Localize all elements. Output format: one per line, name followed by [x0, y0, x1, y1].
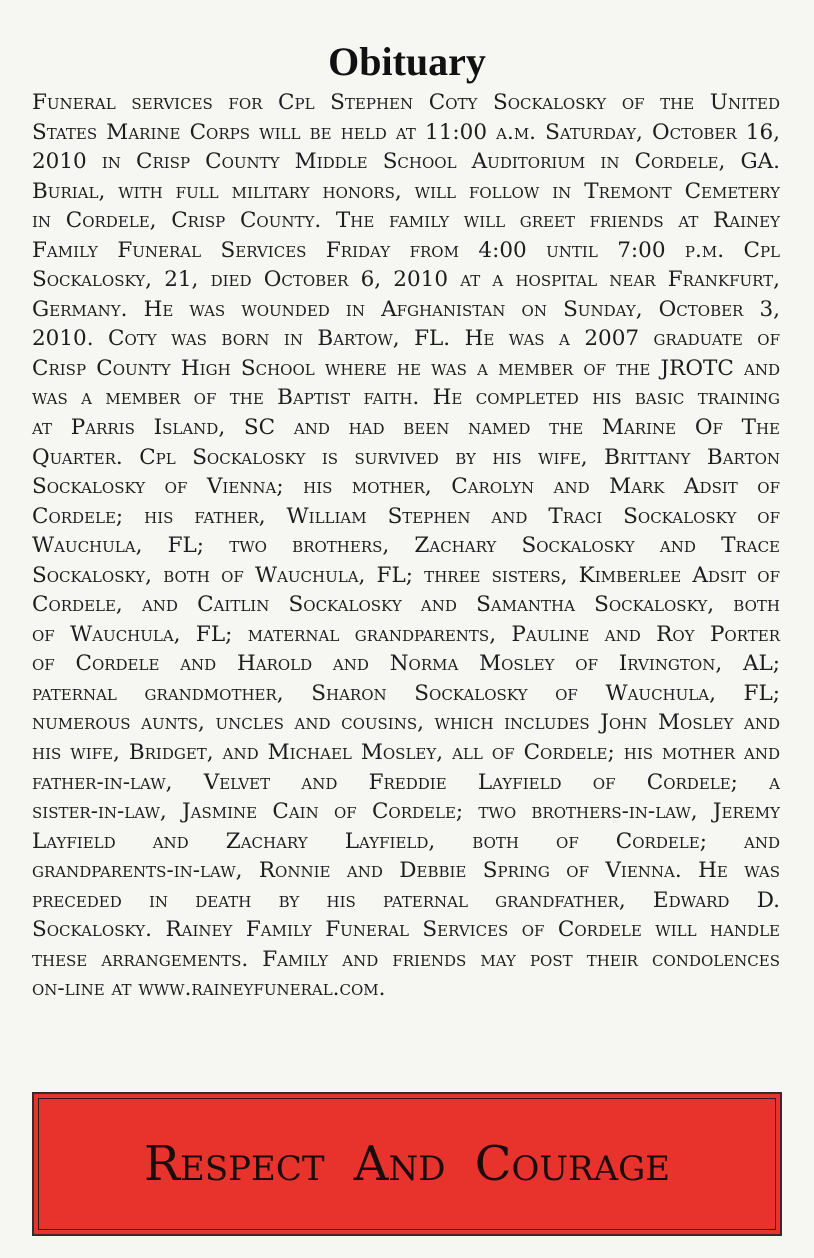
obituary-line: 2010 in Crisp County Middle School Auditorium in Cordele, GA. — [32, 149, 780, 175]
banner-text: Respect And Courage — [143, 1136, 671, 1192]
obituary-line: Wauchula, FL; two brothers, Zachary Sockalosky and Trace — [32, 533, 780, 559]
obituary-line: Sockalosky, both of Wauchula, FL; three sisters, Kimberlee Adsit of — [32, 562, 780, 588]
obituary-line: paternal grandmother, Sharon Sockalosky of Wauchula, FL; — [32, 680, 780, 706]
obituary-line: preceded in death by his paternal grandfather, Edward D. — [32, 887, 780, 913]
obituary-line: Sockalosky of Vienna; his mother, Carolyn and Mark Adsit of — [32, 474, 780, 500]
obituary-line: numerous aunts, uncles and cousins, which includes John Mosley and — [32, 710, 780, 736]
obituary-line: of Cordele and Harold and Norma Mosley of Irvington, AL; — [32, 651, 780, 677]
obituary-line: Family Funeral Services Friday from 4:00 until 7:00 p.m. Cpl — [32, 237, 780, 263]
obituary-line: Crisp County High School where he was a member of the JROTC and — [32, 355, 780, 381]
page-title: Obituary — [328, 39, 486, 84]
obituary-line: these arrangements. Family and friends may post their condolences — [32, 946, 780, 972]
obituary-line: Sockalosky. Rainey Family Funeral Services of Cordele will handle — [32, 917, 780, 943]
obituary-line: in Cordele, Crisp County. The family will greet friends at Rainey — [32, 208, 780, 234]
obituary-line: at Parris Island, SC and had been named the Marine Of The — [32, 415, 780, 441]
obituary-line: Burial, with full military honors, will follow in Tremont Cemetery — [32, 178, 780, 204]
respect-courage-banner — [32, 1092, 782, 1236]
obituary-line: Germany. He was wounded in Afghanistan on Sunday, October 3, — [32, 296, 780, 322]
obituary-line: sister-in-law, Jasmine Cain of Cordele; two brothers-in-law, Jeremy — [32, 799, 780, 825]
obituary-line: Cordele, and Caitlin Sockalosky and Samantha Sockalosky, both — [32, 592, 780, 618]
obituary-line: on-line at www.raineyfuneral.com. — [32, 976, 386, 1002]
obituary-line: his wife, Bridget, and Michael Mosley, all of Cordele; his mother and — [32, 740, 780, 766]
obituary-line: 2010. Coty was born in Bartow, FL. He was a 2007 graduate of — [32, 326, 780, 352]
banner-inner-frame — [38, 1098, 776, 1230]
obituary-line: Sockalosky, 21, died October 6, 2010 at a hospital near Frankfurt, — [32, 267, 780, 293]
obituary-line: Cordele; his father, William Stephen and Traci Sockalosky of — [32, 503, 780, 529]
obituary-line: Layfield and Zachary Layfield, both of Cordele; and — [32, 828, 780, 854]
obituary-line: of Wauchula, FL; maternal grandparents, Pauline and Roy Porter — [32, 621, 780, 647]
obituary-line: Quarter. Cpl Sockalosky is survived by his wife, Brittany Barton — [32, 444, 780, 470]
obituary-line: grandparents-in-law, Ronnie and Debbie Spring of Vienna. He was — [32, 858, 780, 884]
obituary-line: was a member of the Baptist faith. He completed his basic training — [32, 385, 780, 411]
obituary-line: States Marine Corps will be held at 11:00 a.m. Saturday, October 16, — [32, 119, 780, 145]
obituary-line: Funeral services for Cpl Stephen Coty Sockalosky of the United — [32, 90, 780, 115]
obituary-text — [32, 88, 780, 1004]
obituary-line: father-in-law, Velvet and Freddie Layfield of Cordele; a — [32, 769, 780, 795]
